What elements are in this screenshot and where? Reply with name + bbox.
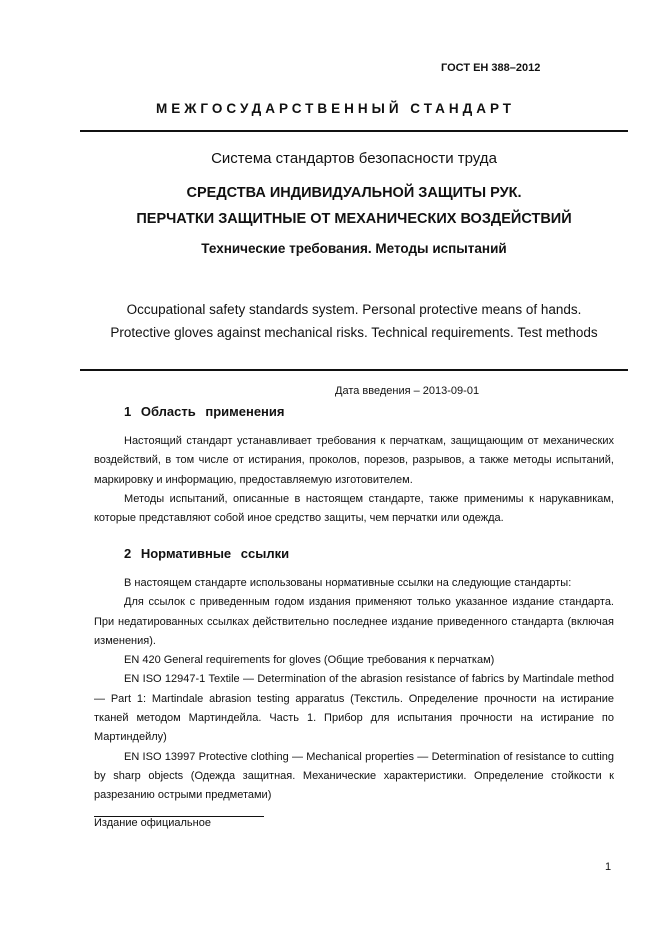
page-number: 1: [605, 861, 612, 873]
section-1-body: [94, 432, 614, 528]
official-edition-note: Издание официальное: [94, 817, 211, 829]
bottom-divider: [80, 369, 628, 371]
standards-system-title: Система стандартов безопасности труда: [211, 150, 497, 167]
section-2-body: [94, 574, 614, 806]
english-title-line-1: Occupational safety standards system. Personal protective means of hands.: [126, 302, 582, 317]
paragraph: Методы испытаний, описанные в настоящем стандарте, также применимы к нарукавникам, которые представляют собой иное средство защиты, чем перчатки или одежда.: [94, 492, 614, 525]
reference-item: EN 420 General requirements for gloves (Общие требования к перчаткам): [124, 654, 495, 667]
top-divider: [80, 130, 628, 132]
introduction-date: Дата введения – 2013-09-01: [335, 385, 480, 397]
reference-item: EN ISO 13997 Protective clothing — Mechanical properties — Determination of resistance to cutting by sharp objects (Одежда защитная. Механические характеристики. Определение стойкости к разрезанию острыми предметами): [94, 750, 614, 802]
paragraph: Для ссылок с приведенным годом издания применяют только указанное издание стандарта. При недатированных ссылках действительно последнее издание приведенного стандарта (включая изменения).: [94, 596, 614, 647]
paragraph: Настоящий стандарт устанавливает требования к перчаткам, защищающим от механических воздействий, в том числе от истирания, проколов, порезов, разрывов, а также методы испытаний, маркировку и информацию, предоставляемую изготовителем.: [94, 435, 614, 486]
section-2-heading: 2 Нормативные ссылки: [124, 546, 290, 561]
document-code: ГОСТ ЕН 388–2012: [441, 62, 541, 74]
main-title-line-2: ПЕРЧАТКИ ЗАЩИТНЫЕ ОТ МЕХАНИЧЕСКИХ ВОЗДЕЙСТВИЙ: [136, 211, 572, 227]
paragraph: В настоящем стандарте использованы нормативные ссылки на следующие стандарты:: [124, 577, 572, 589]
main-title-line-3: Технические требования. Методы испытаний: [201, 241, 507, 256]
english-title-line-2: Protective gloves against mechanical risks. Technical requirements. Test methods: [110, 325, 598, 340]
reference-item: EN ISO 12947-1 Textile — Determination of the abrasion resistance of fabrics by Martindale method — Part 1: Martindale abrasion testing apparatus (Текстиль. Определение прочности на истирание тканей методом Мартиндейла. Часть 1. Прибор для испытания прочности на истирание по Мартиндейлу): [94, 673, 614, 744]
section-1-heading: 1 Область применения: [124, 404, 285, 419]
main-title-line-1: СРЕДСТВА ИНДИВИДУАЛЬНОЙ ЗАЩИТЫ РУК.: [186, 185, 522, 201]
interstate-standard-label: МЕЖГОСУДАРСТВЕННЫЙ СТАНДАРТ: [155, 101, 516, 116]
